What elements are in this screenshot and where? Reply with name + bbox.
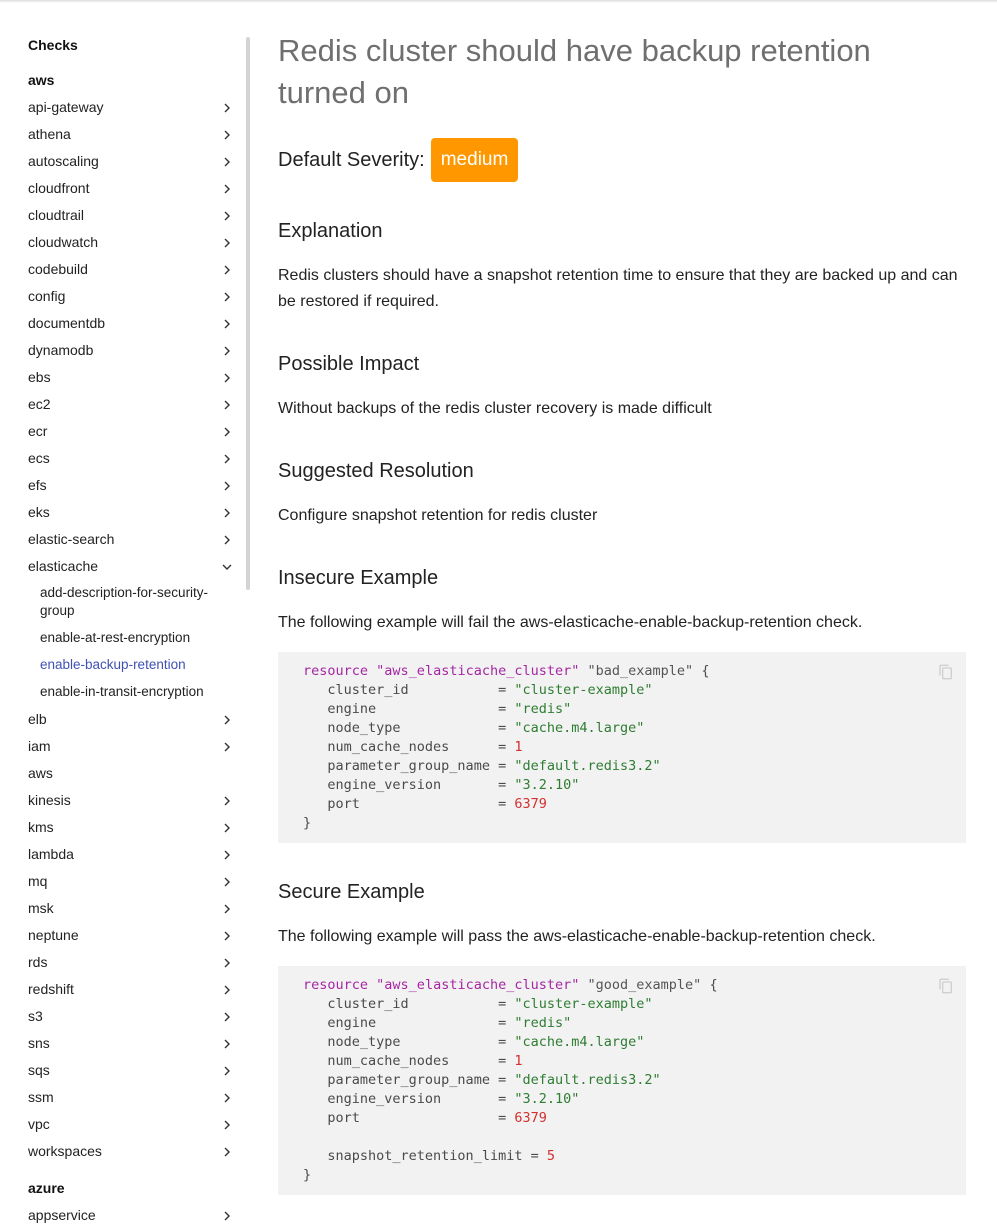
code-brace: } bbox=[303, 815, 312, 831]
insecure-code: resource "aws_elasticache_cluster" "bad_example" { cluster_id = "cluster-example" engine = "redis" node_type = "cache.m4.large" num_cache_nodes = 1 parameter_group_name = "default.redis3.2" engine_version = "3.2.10" port = 6379 } bbox=[303, 663, 710, 831]
sidebar-item-label: msk bbox=[28, 900, 54, 916]
sidebar-item-ebs[interactable] bbox=[28, 364, 234, 391]
sidebar-item-label: sns bbox=[28, 1035, 50, 1051]
code-attribute-value: "3.2.10" bbox=[514, 777, 580, 793]
code-attribute-key: port bbox=[327, 1110, 490, 1126]
sidebar-item-lambda[interactable] bbox=[28, 841, 234, 868]
sidebar-item-label: elastic-search bbox=[28, 531, 115, 547]
main-content bbox=[278, 30, 966, 1195]
sidebar-item-iam[interactable] bbox=[28, 733, 234, 760]
code-attribute-key: parameter_group_name bbox=[327, 758, 490, 774]
sidebar-item-label: efs bbox=[28, 477, 47, 493]
sidebar-item-label: ecr bbox=[28, 423, 48, 439]
chevron-right-icon[interactable] bbox=[222, 508, 232, 518]
code-attribute-value: 5 bbox=[546, 1148, 555, 1164]
sidebar-subitem-enable-backup-retention[interactable]: enable-backup-retention bbox=[40, 657, 186, 672]
code-resource-type: "aws_elasticache_cluster" bbox=[376, 663, 580, 679]
sidebar-item-label: athena bbox=[28, 126, 71, 142]
sidebar-item-neptune[interactable] bbox=[28, 922, 234, 949]
sidebar-item-sns[interactable] bbox=[28, 1030, 234, 1057]
sidebar-item-label: codebuild bbox=[28, 261, 88, 277]
code-attribute-value: "default.redis3.2" bbox=[514, 758, 661, 774]
insecure-code-block bbox=[278, 652, 966, 843]
sidebar-item-api-gateway[interactable] bbox=[28, 94, 234, 121]
secure-heading: Secure Example bbox=[278, 881, 425, 903]
sidebar-item-kms[interactable] bbox=[28, 814, 234, 841]
sidebar-item-label: appservice bbox=[28, 1207, 96, 1223]
sidebar-heading: Checks bbox=[28, 37, 78, 53]
code-attribute-value: "redis" bbox=[514, 1015, 572, 1031]
sidebar-item-label: aws bbox=[28, 765, 53, 781]
secure-code-block bbox=[278, 966, 966, 1195]
code-attribute-key: engine bbox=[327, 1015, 490, 1031]
chevron-right-icon[interactable] bbox=[222, 1093, 232, 1103]
sidebar-item-label: iam bbox=[28, 738, 51, 754]
chevron-right-icon[interactable] bbox=[222, 1012, 232, 1022]
azure-list bbox=[28, 1202, 234, 1229]
code-attribute-key: engine_version bbox=[327, 1091, 490, 1107]
explanation-heading: Explanation bbox=[278, 220, 383, 242]
sidebar-section-aws[interactable]: aws bbox=[28, 72, 55, 88]
code-resource-type: "aws_elasticache_cluster" bbox=[376, 977, 580, 993]
code-attribute-value: "cluster-example" bbox=[514, 996, 653, 1012]
chevron-right-icon[interactable] bbox=[222, 427, 232, 437]
code-attribute-key: snapshot_retention_limit bbox=[327, 1148, 523, 1164]
chevron-right-icon[interactable] bbox=[222, 1147, 232, 1157]
sidebar-item-dynamodb[interactable] bbox=[28, 337, 234, 364]
code-attribute-value: "redis" bbox=[514, 701, 572, 717]
sidebar-item-label: cloudwatch bbox=[28, 234, 99, 250]
sidebar-subitem-enable-in-transit-encryption[interactable]: enable-in-transit-encryption bbox=[40, 684, 204, 699]
severity-badge: medium bbox=[431, 138, 519, 182]
sidebar-item-label: sqs bbox=[28, 1062, 50, 1078]
chevron-right-icon[interactable] bbox=[222, 130, 232, 140]
chevron-right-icon[interactable] bbox=[222, 823, 232, 833]
code-keyword: resource bbox=[303, 663, 369, 679]
chevron-right-icon[interactable] bbox=[222, 103, 232, 113]
sidebar-item-vpc[interactable] bbox=[28, 1111, 234, 1138]
sidebar-subitem-add-description-for-security-group[interactable]: add-description-for-security-group bbox=[40, 585, 209, 618]
chevron-right-icon[interactable] bbox=[222, 211, 232, 221]
code-attribute-value: "3.2.10" bbox=[514, 1091, 580, 1107]
insecure-text: The following example will fail the aws-elasticache-enable-backup-retention check. bbox=[278, 614, 863, 631]
sidebar-item-label: workspaces bbox=[28, 1143, 102, 1159]
chevron-right-icon[interactable] bbox=[222, 742, 232, 752]
sidebar-item-label: ssm bbox=[28, 1089, 54, 1105]
sidebar-item-label: kinesis bbox=[28, 792, 71, 808]
sidebar-item-label: rds bbox=[28, 954, 48, 970]
chevron-right-icon[interactable] bbox=[222, 850, 232, 860]
secure-code: resource "aws_elasticache_cluster" "good_example" { cluster_id = "cluster-example" engine = "redis" node_type = "cache.m4.large" num_cache_nodes = 1 parameter_group_name = "default.redis3.2" engine_version = "3.2.10" port = 6379 snapshot_retention_limit = 5 } bbox=[303, 977, 718, 1183]
code-attribute-key: node_type bbox=[327, 720, 490, 736]
code-attribute-value: 1 bbox=[514, 1053, 523, 1069]
sidebar-item-redshift[interactable] bbox=[28, 976, 234, 1003]
sidebar-item-s3[interactable] bbox=[28, 1003, 234, 1030]
resolution-text: Configure snapshot retention for redis cluster bbox=[278, 507, 598, 524]
code-attribute-key: port bbox=[327, 796, 490, 812]
chevron-right-icon[interactable] bbox=[222, 1120, 232, 1130]
code-brace: { bbox=[709, 977, 718, 993]
sidebar-item-appservice[interactable] bbox=[28, 1202, 234, 1229]
chevron-right-icon[interactable] bbox=[222, 265, 232, 275]
code-attribute-value: 6379 bbox=[514, 796, 547, 812]
chevron-right-icon[interactable] bbox=[222, 715, 232, 725]
sidebar-item-ecs[interactable] bbox=[28, 445, 234, 472]
elasticache-children bbox=[28, 580, 234, 706]
secure-text: The following example will pass the aws-elasticache-enable-backup-retention check. bbox=[278, 928, 876, 945]
sidebar-item-label: elasticache bbox=[28, 558, 99, 574]
code-attribute-key: cluster_id bbox=[327, 996, 490, 1012]
chevron-right-icon[interactable] bbox=[222, 904, 232, 914]
sidebar-item-label: lambda bbox=[28, 846, 74, 862]
sidebar-subitem-enable-at-rest-encryption[interactable]: enable-at-rest-encryption bbox=[40, 630, 191, 645]
sidebar-item-kinesis[interactable] bbox=[28, 787, 234, 814]
aws-list bbox=[28, 94, 234, 580]
copy-icon[interactable] bbox=[938, 978, 954, 994]
sidebar-item-label: mq bbox=[28, 873, 48, 889]
sidebar-item-label: cloudfront bbox=[28, 180, 90, 196]
severity-row bbox=[278, 138, 966, 182]
sidebar-item-label: api-gateway bbox=[28, 99, 104, 115]
sidebar-item-cloudwatch[interactable] bbox=[28, 229, 234, 256]
chevron-right-icon[interactable] bbox=[222, 346, 232, 356]
sidebar-item-label: redshift bbox=[28, 981, 74, 997]
sidebar-item-ssm[interactable] bbox=[28, 1084, 234, 1111]
sidebar-item-label: elb bbox=[28, 711, 47, 727]
sidebar-item-cloudtrail[interactable] bbox=[28, 202, 234, 229]
code-attribute-value: "default.redis3.2" bbox=[514, 1072, 661, 1088]
code-attribute-key: num_cache_nodes bbox=[327, 1053, 490, 1069]
sidebar-item-label: dynamodb bbox=[28, 342, 94, 358]
chevron-right-icon[interactable] bbox=[222, 184, 232, 194]
sidebar-item-label: ebs bbox=[28, 369, 51, 385]
sidebar-item-mq[interactable] bbox=[28, 868, 234, 895]
sidebar-scrollbar[interactable] bbox=[246, 37, 250, 590]
sidebar-item-msk[interactable] bbox=[28, 895, 234, 922]
code-attribute-value: 1 bbox=[514, 739, 523, 755]
sidebar-section-azure[interactable]: azure bbox=[28, 1180, 65, 1196]
impact-heading: Possible Impact bbox=[278, 353, 420, 375]
code-resource-name: "good_example" bbox=[587, 977, 702, 993]
chevron-down-icon[interactable] bbox=[222, 562, 232, 572]
code-attribute-value: 6379 bbox=[514, 1110, 547, 1126]
sidebar-item-codebuild[interactable] bbox=[28, 256, 234, 283]
sidebar-item-elastic-search[interactable] bbox=[28, 526, 234, 553]
aws-list-after bbox=[28, 706, 234, 1165]
severity-label: Default Severity: bbox=[278, 148, 425, 171]
code-resource-name: "bad_example" bbox=[587, 663, 694, 679]
code-brace: { bbox=[701, 663, 710, 679]
insecure-heading: Insecure Example bbox=[278, 567, 439, 589]
code-attribute-key: node_type bbox=[327, 1034, 490, 1050]
code-attribute-value: "cluster-example" bbox=[514, 682, 653, 698]
code-attribute-key: cluster_id bbox=[327, 682, 490, 698]
sidebar-item-label: s3 bbox=[28, 1008, 43, 1024]
sidebar-item-label: neptune bbox=[28, 927, 79, 943]
chevron-right-icon[interactable] bbox=[222, 319, 232, 329]
code-brace: } bbox=[303, 1167, 312, 1183]
chevron-right-icon[interactable] bbox=[222, 157, 232, 167]
sidebar-item-sqs[interactable] bbox=[28, 1057, 234, 1084]
sidebar-item-efs[interactable] bbox=[28, 472, 234, 499]
sidebar-item-ecr[interactable] bbox=[28, 418, 234, 445]
sidebar-item-label: ec2 bbox=[28, 396, 51, 412]
sidebar-item-elb[interactable] bbox=[28, 706, 234, 733]
chevron-right-icon[interactable] bbox=[222, 1066, 232, 1076]
code-keyword: resource bbox=[303, 977, 369, 993]
sidebar-item-label: cloudtrail bbox=[28, 207, 85, 223]
sidebar-item-athena[interactable] bbox=[28, 121, 234, 148]
chevron-right-icon[interactable] bbox=[222, 1039, 232, 1049]
sidebar bbox=[0, 0, 250, 1221]
sidebar-item-label: autoscaling bbox=[28, 153, 99, 169]
sidebar-item-label: vpc bbox=[28, 1116, 50, 1132]
code-attribute-key: engine bbox=[327, 701, 490, 717]
resolution-heading: Suggested Resolution bbox=[278, 460, 474, 482]
chevron-right-icon[interactable] bbox=[222, 1211, 232, 1221]
code-attribute-value: "cache.m4.large" bbox=[514, 720, 645, 736]
sidebar-item-aws[interactable] bbox=[28, 760, 234, 787]
sidebar-item-label: eks bbox=[28, 504, 50, 520]
sidebar-item-label: kms bbox=[28, 819, 54, 835]
sidebar-item-rds[interactable] bbox=[28, 949, 234, 976]
sidebar-item-label: ecs bbox=[28, 450, 50, 466]
chevron-right-icon[interactable] bbox=[222, 877, 232, 887]
chevron-right-icon[interactable] bbox=[222, 535, 232, 545]
code-attribute-value: "cache.m4.large" bbox=[514, 1034, 645, 1050]
chevron-right-icon[interactable] bbox=[222, 292, 232, 302]
chevron-right-icon[interactable] bbox=[222, 454, 232, 464]
sidebar-item-eks[interactable] bbox=[28, 499, 234, 526]
impact-text: Without backups of the redis cluster recovery is made difficult bbox=[278, 400, 712, 417]
chevron-right-icon[interactable] bbox=[222, 400, 232, 410]
chevron-right-icon[interactable] bbox=[222, 373, 232, 383]
sidebar-item-cloudfront[interactable] bbox=[28, 175, 234, 202]
chevron-right-icon[interactable] bbox=[222, 238, 232, 248]
sidebar-item-config[interactable] bbox=[28, 283, 234, 310]
sidebar-item-label: config bbox=[28, 288, 66, 304]
sidebar-item-autoscaling[interactable] bbox=[28, 148, 234, 175]
sidebar-nav bbox=[28, 33, 234, 1229]
sidebar-item-workspaces[interactable] bbox=[28, 1138, 234, 1165]
code-attribute-key: engine_version bbox=[327, 777, 490, 793]
chevron-right-icon[interactable] bbox=[222, 985, 232, 995]
chevron-right-icon[interactable] bbox=[222, 958, 232, 968]
code-attribute-key: parameter_group_name bbox=[327, 1072, 490, 1088]
explanation-text: Redis clusters should have a snapshot retention time to ensure that they are backed up and can be restored if required. bbox=[278, 267, 958, 310]
sidebar-item-label: documentdb bbox=[28, 315, 106, 331]
sidebar-item-ec2[interactable] bbox=[28, 391, 234, 418]
sidebar-item-elasticache[interactable] bbox=[28, 553, 234, 580]
code-attribute-key: num_cache_nodes bbox=[327, 739, 490, 755]
chevron-right-icon[interactable] bbox=[222, 931, 232, 941]
chevron-right-icon[interactable] bbox=[222, 796, 232, 806]
sidebar-item-documentdb[interactable] bbox=[28, 310, 234, 337]
chevron-right-icon[interactable] bbox=[222, 481, 232, 491]
copy-icon[interactable] bbox=[938, 664, 954, 680]
page-title: Redis cluster should have backup retention turned on bbox=[278, 33, 871, 110]
